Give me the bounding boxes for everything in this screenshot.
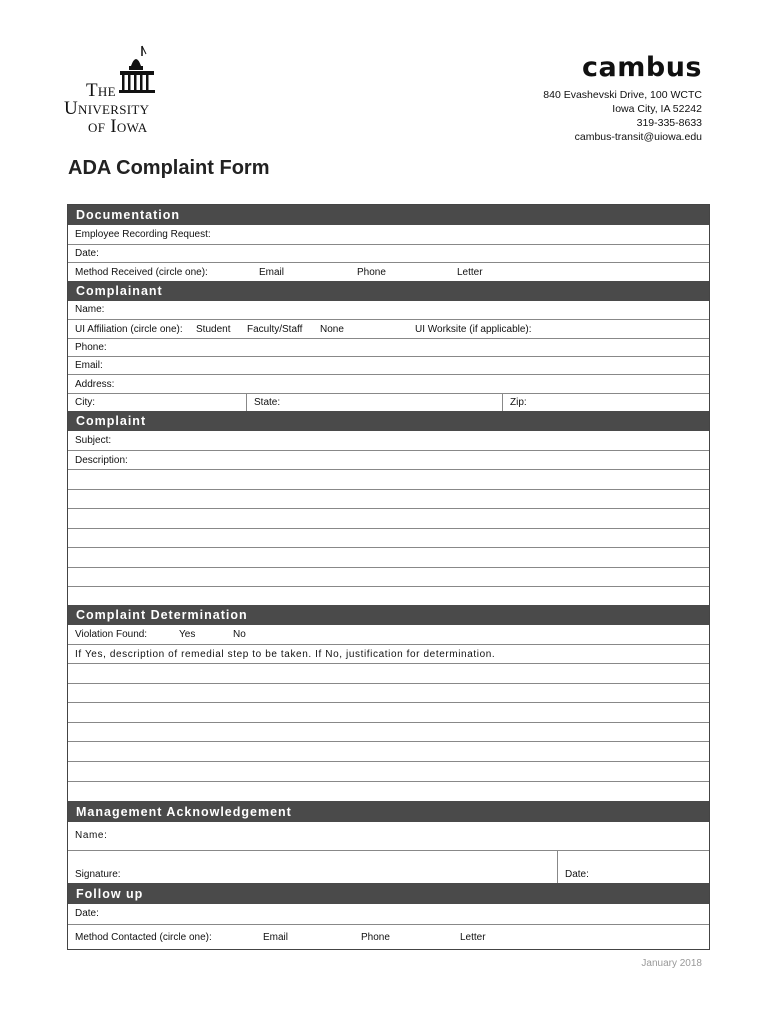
divider	[246, 394, 247, 411]
complainant-email-label: Email:	[75, 360, 103, 371]
method-received-phone-option[interactable]: Phone	[357, 267, 386, 278]
violation-yes-option[interactable]: Yes	[179, 629, 196, 640]
logo-line-2: University	[64, 98, 150, 119]
management-name-field[interactable]	[68, 822, 709, 850]
remedial-description-field[interactable]	[68, 644, 709, 663]
contact-street: 840 Evashevski Drive, 100 WCTC	[543, 89, 702, 101]
old-capitol-icon	[114, 44, 158, 94]
employee-recording-field[interactable]	[68, 225, 709, 244]
section-complaint-determination: Complaint Determination	[68, 605, 709, 625]
remedial-line[interactable]	[68, 663, 709, 683]
signature-label[interactable]: Signature:	[75, 869, 121, 880]
complainant-address-field[interactable]	[68, 374, 709, 393]
affiliation-student-option[interactable]: Student	[196, 324, 231, 335]
method-contacted-row	[68, 924, 709, 949]
section-management-acknowledgement: Management Acknowledgement	[68, 801, 709, 822]
violation-found-label: Violation Found:	[75, 629, 148, 640]
contact-phone: 319-335-8633	[636, 117, 702, 129]
method-contacted-phone-option[interactable]: Phone	[361, 932, 390, 943]
description-line[interactable]	[68, 586, 709, 605]
documentation-date-field[interactable]	[68, 244, 709, 262]
section-complaint: Complaint	[68, 411, 709, 431]
complaint-form	[67, 204, 710, 950]
affiliation-none-option[interactable]: None	[320, 324, 344, 335]
description-line[interactable]	[68, 567, 709, 586]
complainant-name-label: Name:	[75, 304, 105, 315]
complainant-email-field[interactable]	[68, 356, 709, 374]
violation-found-row	[68, 625, 709, 644]
method-received-letter-option[interactable]: Letter	[457, 267, 483, 278]
page-title: ADA Complaint Form	[68, 157, 270, 179]
remedial-line[interactable]	[68, 761, 709, 781]
management-name-label: Name:	[75, 830, 108, 841]
complainant-phone-field[interactable]	[68, 338, 709, 356]
remedial-description-label: If Yes, description of remedial step to be taken. If No, justification for determination.	[75, 649, 496, 660]
method-received-email-option[interactable]: Email	[259, 267, 285, 278]
method-received-row	[68, 262, 709, 281]
state-label[interactable]: State:	[254, 397, 281, 408]
remedial-line[interactable]	[68, 781, 709, 801]
logo-line-1: The	[86, 80, 116, 101]
description-field[interactable]	[68, 450, 709, 469]
followup-date-field[interactable]	[68, 904, 709, 924]
city-state-zip-row	[68, 393, 709, 411]
subject-field[interactable]	[68, 431, 709, 450]
contact-email: cambus-transit@uiowa.edu	[574, 131, 702, 143]
description-label: Description:	[75, 455, 128, 466]
complainant-name-field[interactable]	[68, 301, 709, 319]
description-line[interactable]	[68, 528, 709, 547]
method-contacted-label: Method Contacted (circle one):	[75, 932, 212, 943]
revision-date: January 2018	[641, 958, 702, 969]
divider	[557, 851, 558, 883]
signature-row	[68, 850, 709, 883]
remedial-line[interactable]	[68, 741, 709, 761]
followup-date-label: Date:	[75, 908, 99, 919]
divider	[502, 394, 503, 411]
section-documentation: Documentation	[68, 205, 709, 225]
complainant-address-label: Address:	[75, 379, 115, 390]
university-logo	[64, 44, 174, 136]
violation-no-option[interactable]: No	[233, 629, 246, 640]
section-complainant: Complainant	[68, 281, 709, 301]
worksite-label: UI Worksite (if applicable):	[415, 324, 532, 335]
method-contacted-letter-option[interactable]: Letter	[460, 932, 486, 943]
cambus-brand: cambus	[582, 52, 702, 83]
affiliation-row	[68, 319, 709, 338]
remedial-line[interactable]	[68, 702, 709, 722]
contact-block	[543, 88, 702, 144]
employee-recording-label: Employee Recording Request:	[75, 229, 211, 240]
contact-city: Iowa City, IA 52242	[612, 103, 702, 115]
remedial-line[interactable]	[68, 683, 709, 702]
documentation-date-label: Date:	[75, 248, 99, 259]
description-line[interactable]	[68, 489, 709, 508]
complainant-phone-label: Phone:	[75, 342, 107, 353]
affiliation-label: UI Affiliation (circle one):	[75, 324, 183, 335]
acknowledgement-date-label[interactable]: Date:	[565, 869, 589, 880]
description-line[interactable]	[68, 508, 709, 528]
city-label[interactable]: City:	[75, 397, 95, 408]
remedial-line[interactable]	[68, 722, 709, 741]
subject-label: Subject:	[75, 435, 112, 446]
method-contacted-email-option[interactable]: Email	[263, 932, 289, 943]
description-line[interactable]	[68, 547, 709, 567]
section-follow-up: Follow up	[68, 883, 709, 904]
method-received-label: Method Received (circle one):	[75, 267, 208, 278]
description-line[interactable]	[68, 469, 709, 489]
zip-label[interactable]: Zip:	[510, 397, 527, 408]
logo-line-3: of Iowa	[88, 116, 148, 137]
affiliation-faculty-staff-option[interactable]: Faculty/Staff	[247, 324, 303, 335]
